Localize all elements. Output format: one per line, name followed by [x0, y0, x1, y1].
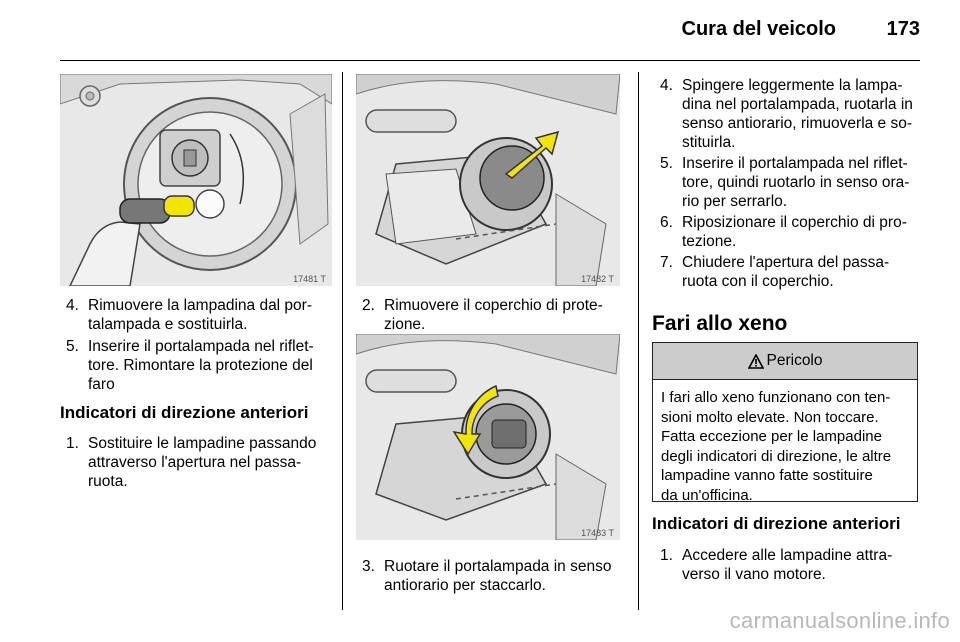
section-heading: Indicatori di direzione anteriori [652, 514, 901, 533]
warning-text: I fari allo xeno funzionano con ten- sioni molto elevate. Non toccare. Fatta eccezione per le lampadine degli indicatori di direzione, le altre lampadine vanno fatte sostituire da un'officina. [661, 389, 892, 504]
warning-header [653, 343, 917, 380]
step-text: Chiudere l'apertura del passa- ruota con il coperchio. [682, 254, 890, 290]
step-number: 4. [66, 297, 79, 314]
warning-title: Pericolo [766, 352, 823, 369]
illustration-remove-cover [356, 74, 620, 286]
step-number: 3. [362, 558, 375, 575]
warning-box [652, 342, 918, 502]
figure-bulb-removal [60, 74, 332, 286]
step-number: 2. [362, 297, 375, 314]
figure-rotate-holder [356, 334, 620, 540]
illustration-bulb-removal [60, 74, 332, 286]
step-text: Inserire il portalampada nel riflet- tore, quindi ruotarlo in senso ora- rio per serrarlo. [682, 155, 910, 210]
illustration-rotate-holder [356, 334, 620, 540]
step-number: 5. [66, 338, 79, 355]
figure-code: 17482 T [581, 274, 614, 284]
step-number: 1. [66, 435, 79, 452]
step-text: Riposizionare il coperchio di pro- tezione. [682, 214, 907, 250]
step-text: Rimuovere la lampadina dal por- talampada e sostituirla. [88, 297, 313, 333]
header-rule [60, 60, 920, 61]
step-number: 4. [660, 77, 673, 94]
page-number: 173 [886, 18, 920, 40]
step-number: 5. [660, 155, 673, 172]
step-text: Ruotare il portalampada in senso antiorario per staccarlo. [384, 558, 612, 594]
column-divider-right [638, 72, 639, 610]
step-number: 1. [660, 547, 673, 564]
step-text: Inserire il portalampada nel riflet- tore. Rimontare la protezione del faro [88, 338, 314, 393]
step-number: 7. [660, 254, 673, 271]
header-title: Cura del veicolo [681, 18, 836, 40]
step-text: Spingere leggermente la lampa- dina nel portalampada, ruotarla in senso antiorario, rimuoverla e so- stituirla. [682, 77, 913, 151]
section-heading-xenon: Fari allo xeno [652, 312, 788, 335]
step-text: Sostituire le lampadine passando attraverso l'apertura nel passa- ruota. [88, 435, 317, 490]
step-text: Rimuovere il coperchio di prote- zione. [384, 297, 603, 333]
step-number: 6. [660, 214, 673, 231]
section-heading: Indicatori di direzione anteriori [60, 403, 309, 422]
step-text: Accedere alle lampadine attra- verso il vano motore. [682, 547, 893, 583]
figure-remove-cover [356, 74, 620, 286]
column-divider-left [342, 72, 343, 610]
figure-code: 17483 T [581, 528, 614, 538]
warning-triangle-icon [748, 354, 764, 369]
figure-code: 17481 T [293, 274, 326, 284]
watermark: carmanualsonline.info [729, 608, 950, 633]
